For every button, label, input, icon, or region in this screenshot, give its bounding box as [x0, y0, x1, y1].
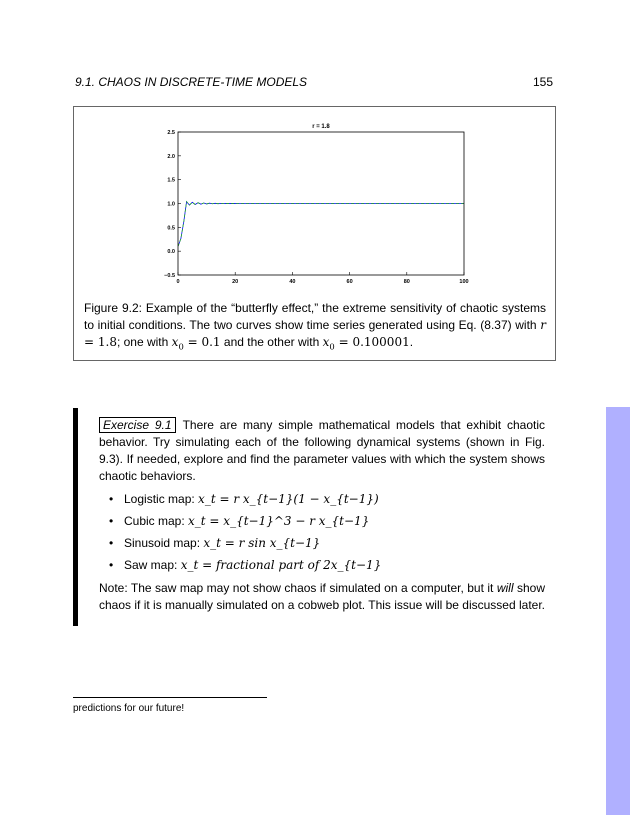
y-tick-label: 0.5 — [167, 225, 175, 232]
chapter-side-tab — [606, 407, 630, 815]
map-formula: x_t = r x_{t−1}(1 − x_{t−1}) — [198, 492, 379, 506]
exercise-bar — [73, 408, 78, 626]
figure-caption — [84, 300, 546, 355]
exercise-note — [99, 580, 545, 614]
caption-x0a-sub: 0 — [178, 341, 184, 352]
map-name: Saw map: — [124, 558, 181, 572]
map-formula: x_t = fractional part of 2x_{t−1} — [180, 558, 382, 572]
caption-x0b-symbol: x — [322, 335, 330, 349]
list-item — [109, 535, 545, 552]
map-name: Cubic map: — [124, 514, 189, 528]
x-tick-label: 100 — [459, 279, 469, 285]
page-number: 155 — [533, 75, 554, 89]
caption-text-4: . — [409, 335, 414, 349]
map-name: Sinusoid map: — [124, 536, 204, 550]
exercise-block — [99, 417, 545, 614]
caption-x0b-value: = 0.100001 — [334, 335, 410, 349]
x-tick-label: 60 — [346, 279, 353, 285]
list-item — [109, 491, 545, 508]
y-tick-label: 2.0 — [167, 153, 175, 160]
note-text-2: show chaos if it is manually simulated on a cobweb plot. This issue will be discussed later. — [99, 581, 545, 612]
caption-text-1: Figure 9.2: Example of the “butterfly effect,” the extreme sensitivity of chaotic systems to initial conditions. The two curves show time series generated using Eq. (8.37) with — [84, 301, 546, 332]
exercise-intro-paragraph — [99, 417, 545, 485]
y-tick-label: 0.0 — [167, 249, 175, 256]
footnote-rule — [73, 697, 267, 698]
list-item — [109, 557, 545, 574]
bullet-icon: • — [109, 492, 114, 506]
caption-r-value: = 1.8 — [84, 335, 117, 349]
list-item — [109, 513, 545, 530]
caption-x0a-symbol: x — [171, 335, 179, 349]
series-line-1 — [178, 202, 464, 247]
x-tick-label: 40 — [289, 279, 296, 285]
x-tick-label: 20 — [232, 279, 239, 285]
y-tick-label: 2.5 — [167, 130, 175, 136]
running-header: 9.1. CHAOS IN DISCRETE-TIME MODELS — [75, 75, 308, 89]
exercise-label: Exercise 9.1 — [99, 417, 176, 433]
x-tick-label: 80 — [403, 279, 410, 285]
caption-r-symbol: r — [540, 318, 546, 332]
map-formula: x_t = x_{t−1}^3 − r x_{t−1} — [188, 514, 370, 528]
caption-text-3: and the other with — [220, 335, 323, 349]
exercise-intro: There are many simple mathematical models that exhibit chaotic behavior. Try simulating each of the following dynamical systems (shown in Fig. 9.3). If needed, explore and find the parameter values with which the system shows chaotic behaviors. — [99, 418, 546, 483]
map-list — [99, 491, 545, 574]
note-text-1: Note: The saw map may not show chaos if simulated on a computer, but it — [99, 581, 497, 595]
bullet-icon: • — [109, 536, 114, 550]
x-tick-label: 0 — [176, 279, 180, 285]
footnote: predictions for our future! — [73, 703, 185, 714]
caption-x0a-value: = 0.1 — [183, 335, 221, 349]
caption-text-2: ; one with — [116, 335, 172, 349]
bullet-icon: • — [109, 558, 114, 572]
y-tick-label: 1.5 — [167, 177, 175, 184]
y-tick-label: 1.0 — [167, 201, 175, 208]
y-tick-label: −0.5 — [164, 273, 175, 279]
caption-x0b-sub: 0 — [329, 341, 335, 352]
bullet-icon: • — [109, 514, 114, 528]
chart-title: r = 1.8 — [312, 124, 330, 130]
series-line-2 — [178, 202, 464, 247]
map-name: Logistic map: — [124, 492, 199, 506]
note-emphasis: will — [496, 581, 514, 595]
chart — [74, 107, 555, 292]
map-formula: x_t = r sin x_{t−1} — [203, 536, 321, 550]
